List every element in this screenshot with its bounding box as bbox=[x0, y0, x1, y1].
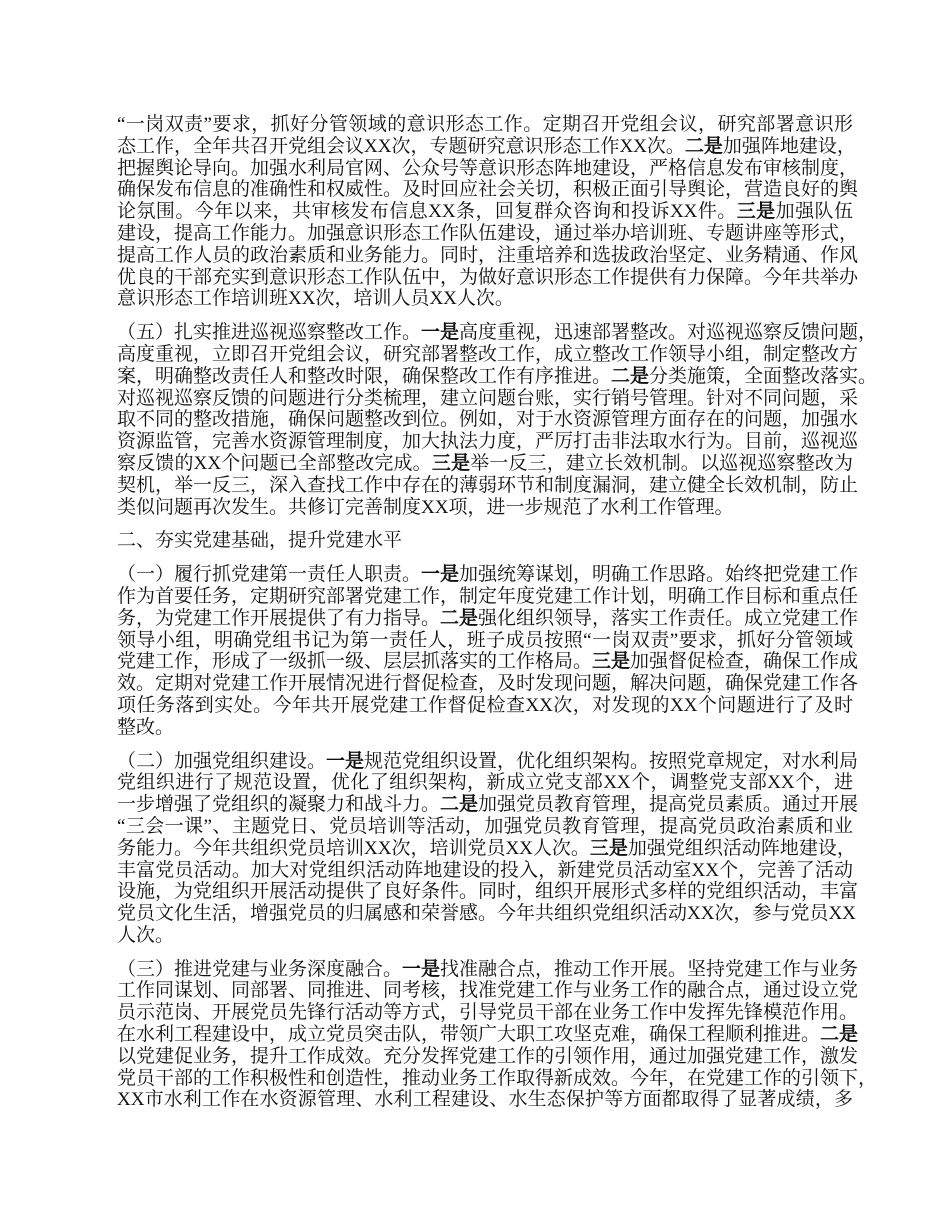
text-segment: 确保发布信息的准确性和权威性。及时回应社会关切，积极正面引导舆论，营造良好的舆 bbox=[117, 179, 859, 201]
text-line bbox=[117, 431, 859, 453]
text-segment: （五）扎实推进巡视巡察整改工作。 bbox=[117, 322, 422, 344]
text-line bbox=[117, 530, 853, 552]
text-segment: 资源监管，完善水资源管理制度，加大执法力度，严厉打击非法取水行为。目前，巡视巡 bbox=[117, 431, 859, 453]
text-line bbox=[117, 794, 859, 816]
text-line bbox=[117, 772, 853, 794]
text-segment: 高度重视，立即召开党组会议，研究部署整改工作，成立整改工作领导小组，制定整改方 bbox=[117, 343, 859, 365]
text-line bbox=[117, 585, 859, 608]
text-segment: 人次。 bbox=[117, 924, 175, 946]
text-line bbox=[117, 881, 859, 903]
text-line bbox=[117, 157, 859, 180]
text-segment: 党员文化生活，增强党员的归属感和荣誉感。今年共组织党组织活动XX次，参与党员XX bbox=[117, 903, 856, 925]
text-line bbox=[117, 135, 856, 158]
text-segment: （二）加强党组织建设。 bbox=[117, 750, 327, 772]
text-segment: 加强督促检查，确保工作成 bbox=[630, 651, 859, 673]
text-segment: 契机，举一反三，深入查找工作中存在的薄弱环节和制度漏洞，建立健全长效机制，防止 bbox=[117, 474, 859, 496]
text-line bbox=[117, 244, 859, 267]
text-segment: 整改。 bbox=[117, 716, 175, 738]
text-line bbox=[117, 980, 859, 1002]
text-segment: 二、夯实党建基础，提升党建水平 bbox=[117, 530, 403, 552]
bold-keyword: 一是 bbox=[421, 322, 460, 344]
text-segment: 优良的干部充实到意识形态工作队伍中，为做好意识形态工作提供有力保障。今年共举办 bbox=[117, 266, 859, 288]
text-segment: 务能力。今年共组织党员培训XX次，培训党员XX人次。 bbox=[117, 837, 590, 859]
text-line bbox=[117, 903, 856, 925]
text-segment: 把握舆论导向。加强水利局官网、公众号等意识形态阵地建设，严格信息发布审核制度， bbox=[117, 157, 859, 179]
text-line bbox=[117, 630, 853, 652]
text-line bbox=[117, 1089, 853, 1111]
text-segment: 论氛围。今年以来，共审核发布信息XX条，回复群众咨询和投诉XX件。 bbox=[117, 201, 737, 223]
text-line bbox=[117, 266, 859, 289]
text-segment: 提高工作人员的政治素质和业务能力。同时，注重培养和选拔政治坚定、业务精通、作风 bbox=[117, 244, 859, 266]
bold-keyword: 三是 bbox=[736, 201, 776, 223]
text-segment: 一步增强了党组织的凝聚力和战斗力。 bbox=[117, 794, 441, 816]
text-segment: 加强统筹谋划，明确工作思路。始终把党建工作 bbox=[459, 564, 859, 586]
paragraph-integration bbox=[117, 958, 878, 1112]
text-line bbox=[117, 750, 859, 773]
text-line bbox=[117, 387, 859, 410]
text-line bbox=[117, 837, 856, 860]
text-segment: XX市水利工作在水资源管理、水利工程建设、水生态保护等方面都取得了显著成绩，多 bbox=[117, 1089, 853, 1111]
text-segment: 建设，提高工作能力。加强意识形态工作队伍建设，通过举办培训班、专题讲座等形式， bbox=[117, 222, 859, 244]
text-segment: 党组织进行了规范设置，优化了组织架构，新成立党支部XX个，调整党支部XX个，进 bbox=[117, 772, 853, 794]
text-line bbox=[117, 497, 853, 519]
text-segment: 员示范岗、开展党员先锋行活动等方式，引导党员干部在业务工作中发挥先锋模范作用。 bbox=[117, 1002, 859, 1024]
text-line bbox=[117, 1024, 859, 1046]
text-line bbox=[117, 201, 853, 223]
text-segment: 加强队伍 bbox=[775, 201, 853, 223]
text-line bbox=[117, 695, 853, 717]
text-segment: 加强党员教育管理，提高党员素质。通过开展 bbox=[478, 794, 859, 816]
text-line bbox=[117, 925, 853, 947]
text-segment: 高度重视，迅速部署整改。对巡视巡察反馈问题， bbox=[459, 322, 878, 344]
text-segment: 领导小组，明确党组书记为第一责任人，班子成员按照“一岗双责”要求，抓好分管领域 bbox=[117, 629, 853, 651]
text-line bbox=[117, 409, 859, 431]
text-line bbox=[117, 288, 853, 310]
bold-keyword: 一是 bbox=[326, 750, 365, 772]
text-segment: 找准融合点，推动工作开展。坚持党建工作与业务 bbox=[440, 958, 859, 980]
text-line bbox=[117, 1002, 859, 1024]
paragraph-ideology-continued bbox=[117, 114, 859, 310]
text-segment: 取不同的整改措施，确保问题整改到位。例如，对于水资源管理方面存在的问题，加强水 bbox=[117, 409, 859, 431]
bold-keyword: 三是 bbox=[589, 837, 628, 859]
text-segment: 党建工作，形成了一级抓一级、层层抓落实的工作格局。 bbox=[117, 651, 593, 673]
text-line bbox=[117, 222, 859, 245]
text-line bbox=[117, 343, 859, 366]
text-segment: 务，为党建工作开展提供了有力指导。 bbox=[117, 607, 441, 629]
text-segment: 强化组织领导，落实工作责任。成立党建工作 bbox=[478, 607, 859, 629]
section-heading bbox=[117, 530, 853, 552]
text-line bbox=[117, 179, 859, 201]
bold-keyword: 二是 bbox=[820, 1024, 859, 1046]
text-line bbox=[117, 365, 878, 388]
text-segment: 意识形态工作培训班XX次，培训人员XX人次。 bbox=[117, 288, 514, 310]
text-segment: 类似问题再次发生。共修订完善制度XX项，进一步规范了水利工作管理。 bbox=[117, 496, 734, 518]
text-line bbox=[117, 607, 859, 630]
text-segment: 案，明确整改责任人和整改时限，确保整改工作有序推进。 bbox=[117, 365, 612, 387]
paragraph-first-responsibility bbox=[117, 564, 859, 738]
text-segment: （三）推进党建与业务深度融合。 bbox=[117, 958, 403, 980]
text-line bbox=[117, 816, 853, 838]
text-segment: 规范党组织设置，优化组织架构。按照党章规定，对水利局 bbox=[364, 750, 859, 772]
text-segment: 察反馈的XX个问题已全部整改完成。 bbox=[117, 452, 432, 474]
paragraph-inspection-rectification bbox=[117, 322, 878, 518]
text-segment: 分类施策，全面整改落实。 bbox=[649, 365, 878, 387]
document-body bbox=[117, 114, 878, 1123]
bold-keyword: 一是 bbox=[421, 564, 460, 586]
text-segment: 工作同谋划、同部署、同推进、同考核，找准党建工作与业务工作的融合点，通过设立党 bbox=[117, 980, 859, 1002]
text-segment: 设施，为党组织开展活动提供了良好条件。同时，组织开展形式多样的党组织活动，丰富 bbox=[117, 881, 859, 903]
text-line bbox=[117, 453, 853, 475]
text-segment: 效。定期对党建工作开展情况进行督促检查，及时发现问题，解决问题，确保党建工作各 bbox=[117, 673, 859, 695]
text-line bbox=[117, 1045, 859, 1068]
text-line bbox=[117, 673, 859, 695]
text-line bbox=[117, 651, 859, 673]
text-line bbox=[117, 717, 853, 739]
text-segment: 态工作，全年共召开党组会议XX次，专题研究意识形态工作XX次。 bbox=[117, 135, 685, 157]
bold-keyword: 二是 bbox=[611, 365, 650, 387]
bold-keyword: 一是 bbox=[402, 958, 441, 980]
text-segment: 在水利工程建设中，成立党员突击队，带领广大职工攻坚克难，确保工程顺利推进。 bbox=[117, 1024, 821, 1046]
text-segment: 对巡视巡察反馈的问题进行分类梳理，建立问题台账，实行销号管理。针对不同问题，采 bbox=[117, 387, 859, 409]
text-segment: 举一反三，建立长效机制。以巡视巡察整改为 bbox=[470, 452, 853, 474]
text-segment: 以党建促业务，提升工作成效。充分发挥党建工作的引领作用，通过加强党建工作，激发 bbox=[117, 1045, 859, 1067]
text-segment: 党员干部的工作积极性和创造性，推动业务工作取得新成效。今年，在党建工作的引领下， bbox=[117, 1067, 878, 1089]
text-segment: 加强党组织活动阵地建设， bbox=[627, 837, 856, 859]
bold-keyword: 三是 bbox=[592, 651, 631, 673]
bold-keyword: 三是 bbox=[431, 452, 471, 474]
text-segment: 丰富党员活动。加大对党组织活动阵地建设的投入，新建党员活动室XX个，完善了活动 bbox=[117, 859, 853, 881]
text-segment: 加强阵地建设， bbox=[722, 135, 856, 157]
bold-keyword: 二是 bbox=[684, 135, 723, 157]
bold-keyword: 二是 bbox=[440, 794, 479, 816]
text-line bbox=[117, 958, 859, 981]
text-segment: （一）履行抓党建第一责任人职责。 bbox=[117, 564, 422, 586]
text-line bbox=[117, 322, 878, 344]
paragraph-party-organization bbox=[117, 750, 859, 947]
text-segment: “三会一课”、主题党日、党员培训等活动，加强党员教育管理，提高党员政治素质和业 bbox=[117, 815, 853, 837]
bold-keyword: 二是 bbox=[440, 607, 479, 629]
text-line bbox=[117, 564, 859, 586]
text-line bbox=[117, 114, 853, 136]
text-segment: 项任务落到实处。今年共开展党建工作督促检查XX次，对发现的XX个问题进行了及时 bbox=[117, 694, 853, 716]
text-line bbox=[117, 1067, 878, 1090]
text-line bbox=[117, 860, 853, 882]
text-segment: 作为首要任务，定期研究部署党建工作，制定年度党建工作计划，明确工作目标和重点任 bbox=[117, 585, 859, 607]
text-segment: “一岗双责”要求，抓好分管领域的意识形态工作。定期召开党组会议，研究部署意识形 bbox=[117, 114, 853, 135]
text-line bbox=[117, 474, 859, 497]
